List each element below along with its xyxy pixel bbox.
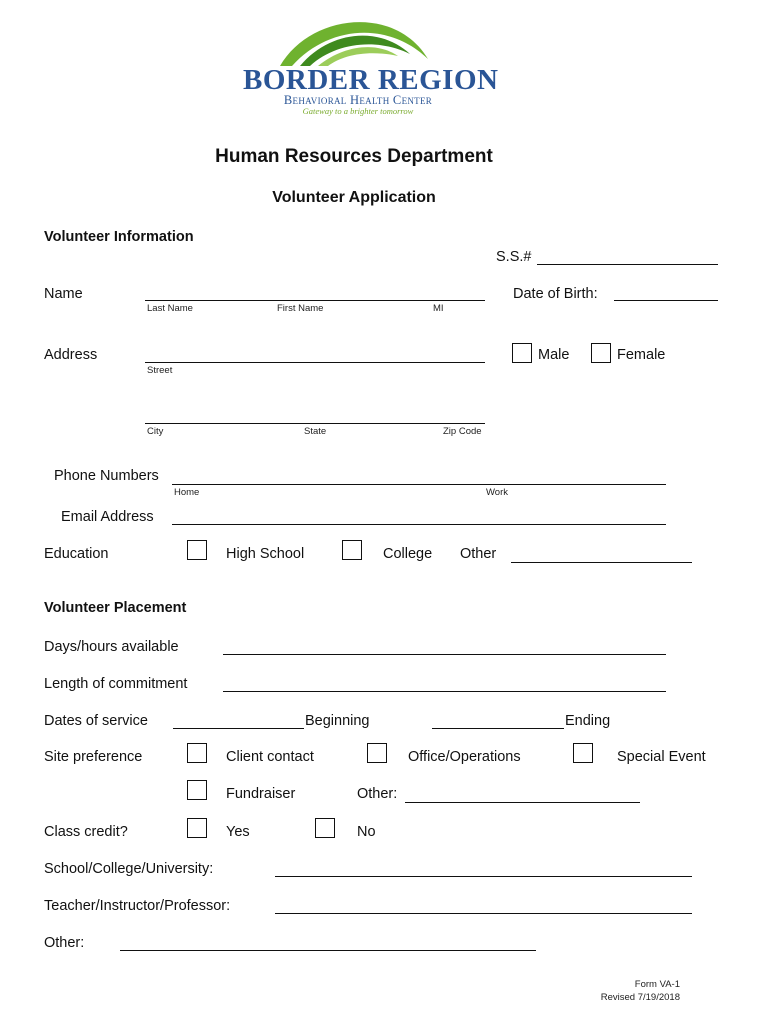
days-hours-label: Days/hours available [44, 639, 179, 655]
male-label: Male [538, 347, 570, 363]
education-other-label: Other [460, 546, 497, 562]
ss-label: S.S.# [496, 249, 532, 265]
phone-field[interactable] [172, 484, 666, 485]
college-checkbox[interactable] [342, 540, 362, 560]
home-caption: Home [174, 487, 200, 498]
city-state-zip-field[interactable] [145, 423, 485, 424]
logo-subtitle: Behavioral Health Center [283, 93, 433, 107]
special-event-label: Special Event [617, 749, 706, 765]
site-other-field[interactable] [405, 802, 640, 803]
education-label: Education [44, 546, 109, 562]
ending-label: Ending [565, 713, 611, 729]
fundraiser-label: Fundraiser [226, 786, 296, 802]
education-other-field[interactable] [511, 562, 692, 563]
high-school-checkbox[interactable] [187, 540, 207, 560]
department-title: Human Resources Department [215, 146, 493, 167]
fundraiser-checkbox[interactable] [187, 780, 207, 800]
section-volunteer-information: Volunteer Information [44, 229, 194, 245]
female-label: Female [617, 347, 666, 363]
male-checkbox[interactable] [512, 343, 532, 363]
client-contact-label: Client contact [226, 749, 314, 765]
phone-label: Phone Numbers [54, 468, 159, 484]
revised-date: Revised 7/19/2018 [600, 992, 680, 1003]
zip-caption: Zip Code [443, 426, 482, 437]
state-caption: State [304, 426, 327, 437]
yes-label: Yes [226, 824, 250, 840]
form-title: Volunteer Application [272, 189, 436, 206]
email-label: Email Address [61, 509, 154, 525]
teacher-field[interactable] [275, 913, 692, 914]
female-checkbox[interactable] [591, 343, 611, 363]
first-name-caption: First Name [277, 303, 324, 314]
beginning-label: Beginning [305, 713, 370, 729]
mi-caption: MI [433, 303, 444, 314]
high-school-label: High School [226, 546, 305, 562]
name-field[interactable] [145, 300, 485, 301]
other-bottom-field[interactable] [120, 950, 536, 951]
site-preference-label: Site preference [44, 749, 143, 765]
last-name-caption: Last Name [147, 303, 193, 314]
street-caption: Street [147, 365, 173, 376]
days-hours-field[interactable] [223, 654, 666, 655]
special-event-checkbox[interactable] [573, 743, 593, 763]
form-id: Form VA-1 [634, 979, 680, 990]
school-field[interactable] [275, 876, 692, 877]
dates-of-service-label: Dates of service [44, 713, 148, 729]
address-label: Address [44, 347, 98, 363]
client-contact-checkbox[interactable] [187, 743, 207, 763]
teacher-label: Teacher/Instructor/Professor: [44, 898, 231, 914]
ending-date-field[interactable] [432, 728, 564, 729]
school-label: School/College/University: [44, 861, 214, 877]
yes-checkbox[interactable] [187, 818, 207, 838]
other-bottom-label: Other: [44, 935, 85, 951]
class-credit-label: Class credit? [44, 824, 128, 840]
dob-field[interactable] [614, 300, 718, 301]
logo-name: BORDER REGION [243, 64, 499, 96]
ss-field[interactable] [537, 264, 718, 265]
site-other-label: Other: [357, 786, 398, 802]
dob-label: Date of Birth: [513, 286, 598, 302]
street-field[interactable] [145, 362, 485, 363]
logo-tagline: Gateway to a brighter tomorrow [302, 106, 414, 116]
length-commitment-field[interactable] [223, 691, 666, 692]
office-operations-checkbox[interactable] [367, 743, 387, 763]
name-label: Name [44, 286, 83, 302]
beginning-date-field[interactable] [173, 728, 304, 729]
no-checkbox[interactable] [315, 818, 335, 838]
office-operations-label: Office/Operations [408, 749, 521, 765]
city-caption: City [147, 426, 164, 437]
section-volunteer-placement: Volunteer Placement [44, 600, 187, 616]
college-label: College [383, 546, 433, 562]
no-label: No [357, 824, 376, 840]
email-field[interactable] [172, 524, 666, 525]
work-caption: Work [486, 487, 508, 498]
logo-arc-graphic [270, 4, 440, 68]
length-commitment-label: Length of commitment [44, 676, 188, 692]
